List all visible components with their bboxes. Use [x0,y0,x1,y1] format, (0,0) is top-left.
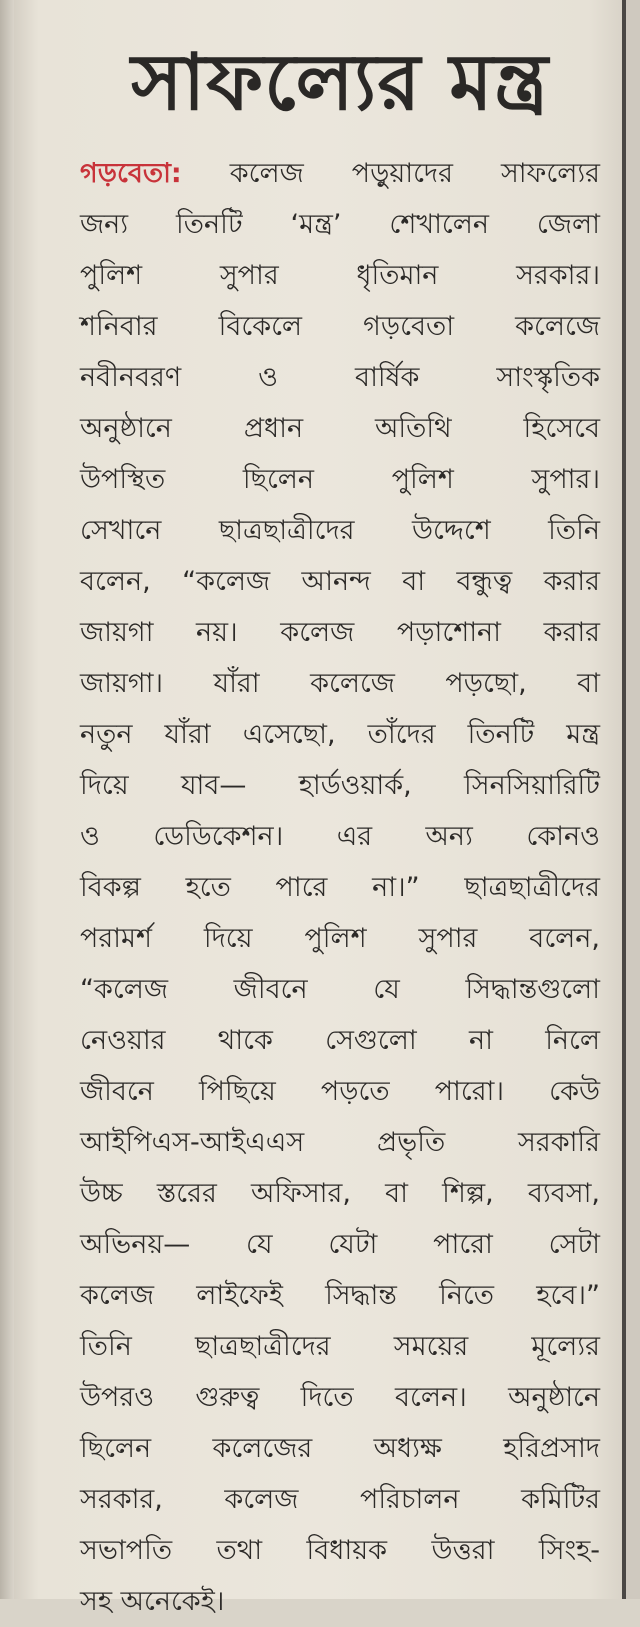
article-line [80,148,600,199]
article-line: ও ডেডিকেশন। এর অন্য কোনও [80,821,600,852]
article-line: জায়গা। যাঁরা কলেজে পড়ছো, বা [80,668,600,699]
headline: সাফল্যের মন্ত্র [131,38,549,128]
article-line: অনুষ্ঠানে প্রধান অতিথি হিসেবে [80,413,600,444]
article-line: সরকার, কলেজ পরিচালন কমিটির [80,1484,600,1515]
left-margin-shadow [0,0,14,1599]
article-line: উচ্চ স্তরের অফিসার, বা শিল্প, ব্যবসা, [80,1178,600,1209]
dateline: গড়বেতা: [80,158,182,189]
article-line: বিকল্প হতে পারে না।” ছাত্রছাত্রীদের [80,872,600,903]
article-line: কলেজ লাইফেই সিদ্ধান্ত নিতে হবে।” [80,1280,600,1311]
article-line: সভাপতি তথা বিধায়ক উত্তরা সিংহ- [80,1535,600,1566]
article-line: জন্য তিনটি ‘মন্ত্র’ শেখালেন জেলা [80,209,600,240]
article-line: উপরও গুরুত্ব দিতে বলেন। অনুষ্ঠানে [80,1382,600,1413]
article-line: জীবনে পিছিয়ে পড়তে পারো। কেউ [80,1076,600,1107]
article-line-text: কলেজ পড়ুয়াদের সাফল্যের [229,158,600,189]
article-line: পরামর্শ দিয়ে পুলিশ সুপার বলেন, [80,923,600,954]
article-line: পুলিশ সুপার ধৃতিমান সরকার। [80,260,600,291]
article-line: বলেন, “কলেজ আনন্দ বা বন্ধুত্ব করার [80,566,600,597]
article-line: নেওয়ার থাকে সেগুলো না নিলে [80,1025,600,1056]
article-line: নবীনবরণ ও বার্ষিক সাংস্কৃতিক [80,362,600,393]
article-line: “কলেজ জীবনে যে সিদ্ধান্তগুলো [80,974,600,1005]
article-line: আইপিএস-আইএএস প্রভৃতি সরকারি [80,1127,600,1158]
article-line: জায়গা নয়। কলেজ পড়াশোনা করার [80,617,600,648]
article-line: ছিলেন কলেজের অধ্যক্ষ হরিপ্রসাদ [80,1433,600,1464]
article-line: তিনি ছাত্রছাত্রীদের সময়ের মূল্যের [80,1331,600,1362]
article-line: অভিনয়— যে যেটা পারো সেটা [80,1229,600,1260]
article-line: দিয়ে যাব— হার্ডওয়ার্ক, সিনসিয়ারিটি [80,770,600,801]
article-line: নতুন যাঁরা এসেছো, তাঁদের তিনটি মন্ত্র [80,719,600,750]
article-line: উপস্থিত ছিলেন পুলিশ সুপার। [80,464,600,495]
adjacent-column-edge [626,0,640,1599]
article-line: শনিবার বিকেলে গড়বেতা কলেজে [80,311,600,342]
article-line: সেখানে ছাত্রছাত্রীদের উদ্দেশে তিনি [80,515,600,546]
article-body [80,148,600,1627]
article-line: সহ অনেকেই। [80,1586,225,1617]
